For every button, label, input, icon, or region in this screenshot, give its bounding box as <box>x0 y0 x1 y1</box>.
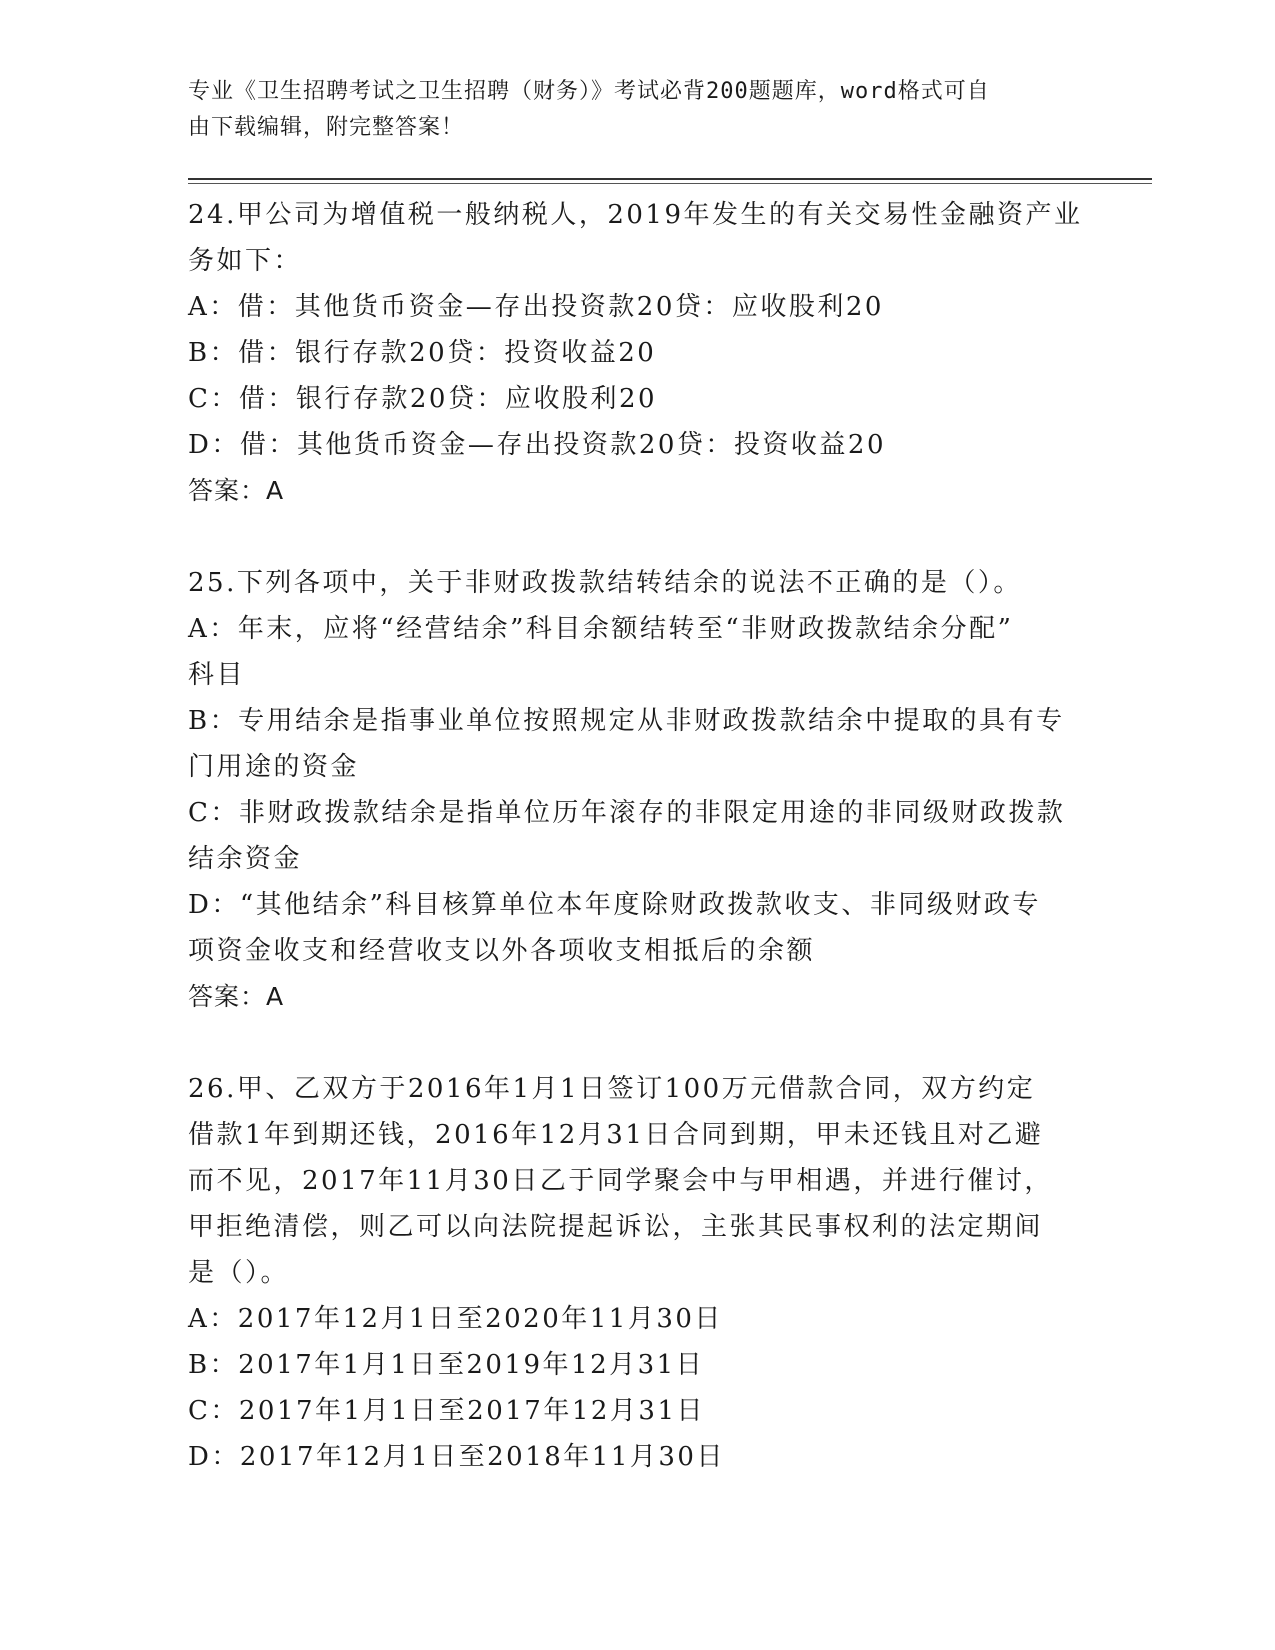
answer-option-line: B：专用结余是指事业单位按照规定从非财政拨款结余中提取的具有专 <box>188 706 1065 736</box>
answer-option-line: D：“其他结余”科目核算单位本年度除财政拨款收支、非同级财政专 <box>188 890 1041 920</box>
answer-option-line: B：借：银行存款20贷：投资收益20 <box>188 338 657 368</box>
answer-option-line: C：非财政拨款结余是指单位历年滚存的非限定用途的非同级财政拨款 <box>188 798 1066 828</box>
answer-option-line: A：2017年12月1日至2020年11月30日 <box>188 1304 723 1334</box>
question-block <box>188 1066 1088 1480</box>
answer-option-line: B：2017年1月1日至2019年12月31日 <box>188 1350 705 1380</box>
header-line-1: 专业《卫生招聘考试之卫生招聘（财务）》考试必背200题题库，word格式可自 <box>188 79 990 104</box>
answer-option-line: D：借：其他货币资金—存出投资款20贷：投资收益20 <box>188 430 887 460</box>
answer-option-line: A：借：其他货币资金—存出投资款20贷：应收股利20 <box>188 292 884 322</box>
question-stem-line: 务如下： <box>188 246 303 276</box>
answer-option-line: 结余资金 <box>188 844 303 874</box>
question-stem-line: 26.甲、乙双方于2016年1月1日签订100万元借款合同，双方约定 <box>188 1074 1036 1104</box>
answer-option-line: 项资金收支和经营收支以外各项收支相抵后的余额 <box>188 936 816 966</box>
answer-option-line: C：2017年1月1日至2017年12月31日 <box>188 1396 705 1426</box>
question-stem-line: 25.下列各项中，关于非财政拨款结转结余的说法不正确的是（）。 <box>188 568 1022 598</box>
question-block <box>188 560 1088 1020</box>
question-stem-line: 甲拒绝清偿，则乙可以向法院提起诉讼，主张其民事权利的法定期间 <box>188 1212 1044 1242</box>
answer-key: 答案：A <box>188 982 285 1011</box>
question-stem-line: 24.甲公司为增值税一般纳税人，2019年发生的有关交易性金融资产业 <box>188 200 1083 230</box>
header-rule-thick <box>188 178 1152 180</box>
question-stem-line: 而不见，2017年11月30日乙于同学聚会中与甲相遇，并进行催讨， <box>188 1166 1053 1196</box>
answer-option-line: C：借：银行存款20贷：应收股利20 <box>188 384 658 414</box>
header-rule-thin <box>188 183 1152 184</box>
question-stem-line: 是（）。 <box>188 1258 290 1288</box>
answer-option-line: 门用途的资金 <box>188 752 360 782</box>
answer-key: 答案：A <box>188 476 285 505</box>
header-line-2: 由下载编辑，附完整答案！ <box>188 115 465 140</box>
questions-list <box>188 192 1088 1480</box>
document-header <box>188 74 1088 146</box>
answer-option-line: 科目 <box>188 660 246 690</box>
answer-option-line: D：2017年12月1日至2018年11月30日 <box>188 1442 725 1472</box>
question-block <box>188 192 1088 514</box>
question-stem-line: 借款1年到期还钱，2016年12月31日合同到期，甲未还钱且对乙避 <box>188 1120 1044 1150</box>
answer-option-line: A：年末，应将“经营结余”科目余额结转至“非财政拨款结余分配” <box>188 614 1014 644</box>
